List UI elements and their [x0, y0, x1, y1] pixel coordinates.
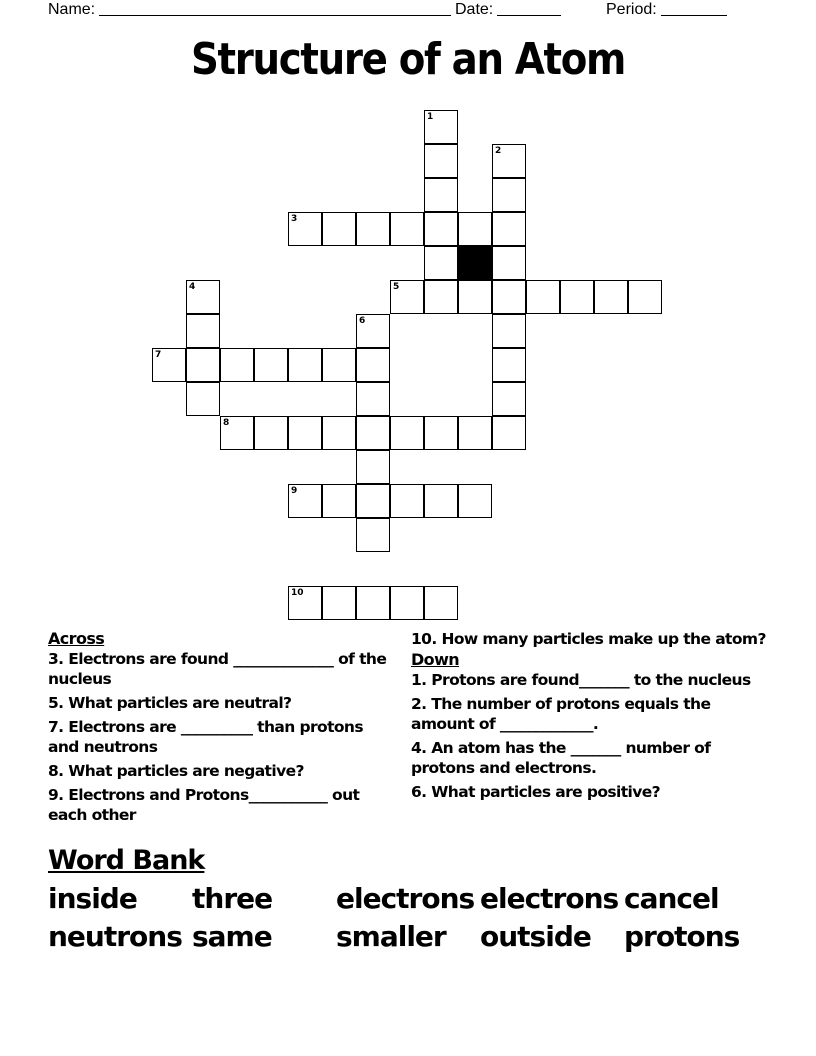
crossword-cell[interactable] — [186, 314, 220, 348]
across-heading: Across — [48, 629, 105, 648]
clue-number: 4 — [189, 282, 196, 292]
name-label: Name: — [48, 1, 96, 18]
crossword-cell[interactable] — [560, 280, 594, 314]
crossword-cell[interactable] — [424, 178, 458, 212]
crossword-cell[interactable] — [288, 348, 322, 382]
word-bank-item: protons — [624, 920, 740, 953]
crossword-cell[interactable] — [220, 348, 254, 382]
clue-across-10: 10. How many particles make up the atom? — [411, 630, 766, 648]
crossword-block — [458, 246, 492, 280]
period-label: Period: — [606, 1, 657, 18]
crossword-cell[interactable] — [356, 450, 390, 484]
crossword-cell[interactable] — [458, 484, 492, 518]
crossword-cell[interactable] — [526, 280, 560, 314]
clue-across-9: 9. Electrons and Protons___________ out each other — [48, 786, 360, 824]
crossword-cell[interactable] — [254, 416, 288, 450]
crossword-cell[interactable] — [356, 212, 390, 246]
word-bank-title: Word Bank — [48, 845, 205, 876]
crossword-cell[interactable] — [288, 416, 322, 450]
crossword-cell[interactable] — [594, 280, 628, 314]
crossword-cell[interactable] — [492, 212, 526, 246]
crossword-cell[interactable] — [186, 348, 220, 382]
clue-down-1: 1. Protons are found_______ to the nucleus — [411, 671, 751, 689]
word-bank-item: outside — [480, 920, 591, 953]
crossword-cell[interactable] — [458, 212, 492, 246]
crossword-cell[interactable] — [322, 212, 356, 246]
crossword-cell[interactable] — [390, 212, 424, 246]
clue-number: 6 — [359, 316, 366, 326]
crossword-cell[interactable] — [492, 246, 526, 280]
word-bank-item: electrons — [480, 882, 619, 915]
word-bank-item: three — [192, 882, 273, 915]
crossword-cell[interactable] — [492, 382, 526, 416]
clue-number: 2 — [495, 146, 502, 156]
clue-number: 8 — [223, 418, 230, 428]
crossword-cell[interactable] — [424, 280, 458, 314]
word-bank-item: cancel — [624, 882, 719, 915]
crossword-cell[interactable] — [424, 484, 458, 518]
clue-number: 3 — [291, 214, 298, 224]
crossword-cell[interactable] — [356, 382, 390, 416]
crossword-cell[interactable] — [390, 484, 424, 518]
down-heading: Down — [411, 650, 460, 669]
crossword-cell[interactable] — [322, 586, 356, 620]
crossword-cell[interactable] — [254, 348, 288, 382]
crossword-cell[interactable] — [492, 178, 526, 212]
crossword-cell[interactable] — [356, 416, 390, 450]
crossword-cell[interactable] — [356, 348, 390, 382]
clue-number: 1 — [427, 112, 434, 122]
crossword-cell[interactable] — [424, 144, 458, 178]
page-title: Structure of an Atom — [190, 34, 626, 85]
crossword-cell[interactable] — [458, 416, 492, 450]
date-label: Date: — [455, 1, 494, 18]
crossword-cell[interactable] — [492, 314, 526, 348]
crossword-cell[interactable] — [322, 484, 356, 518]
clue-across-5: 5. What particles are neutral? — [48, 694, 292, 712]
crossword-cell[interactable] — [424, 212, 458, 246]
clue-number: 10 — [291, 588, 304, 598]
crossword-cell[interactable] — [492, 348, 526, 382]
crossword-cell[interactable] — [356, 586, 390, 620]
crossword-cell[interactable] — [424, 416, 458, 450]
crossword-cell[interactable] — [390, 416, 424, 450]
clue-number: 5 — [393, 282, 400, 292]
crossword-cell[interactable] — [458, 280, 492, 314]
clue-number: 9 — [291, 486, 298, 496]
word-bank-item: electrons — [336, 882, 475, 915]
across-clues — [48, 629, 388, 829]
crossword-cell[interactable] — [356, 484, 390, 518]
crossword-cell[interactable] — [628, 280, 662, 314]
word-bank-item: smaller — [336, 920, 446, 953]
crossword-cell[interactable] — [492, 280, 526, 314]
clue-down-4: 4. An atom has the _______ number of protons and electrons. — [411, 739, 711, 777]
crossword-cell[interactable] — [186, 382, 220, 416]
clue-down-2: 2. The number of protons equals the amount of _____________. — [411, 695, 711, 733]
crossword-cell[interactable] — [424, 586, 458, 620]
clue-across-8: 8. What particles are negative? — [48, 762, 304, 780]
clue-number: 7 — [155, 350, 162, 360]
word-bank-item: same — [192, 920, 272, 953]
clue-across-3: 3. Electrons are found ______________ of the nucleus — [48, 650, 387, 688]
word-bank-item: neutrons — [48, 920, 182, 953]
clue-down-6: 6. What particles are positive? — [411, 783, 661, 801]
word-bank-item: inside — [48, 882, 137, 915]
crossword-cell[interactable] — [356, 518, 390, 552]
crossword-cell[interactable] — [322, 348, 356, 382]
crossword-cell[interactable] — [390, 586, 424, 620]
crossword-cell[interactable] — [424, 246, 458, 280]
down-clues — [411, 629, 771, 806]
clue-across-7: 7. Electrons are __________ than protons and neutrons — [48, 718, 363, 756]
crossword-cell[interactable] — [492, 416, 526, 450]
crossword-cell[interactable] — [322, 416, 356, 450]
